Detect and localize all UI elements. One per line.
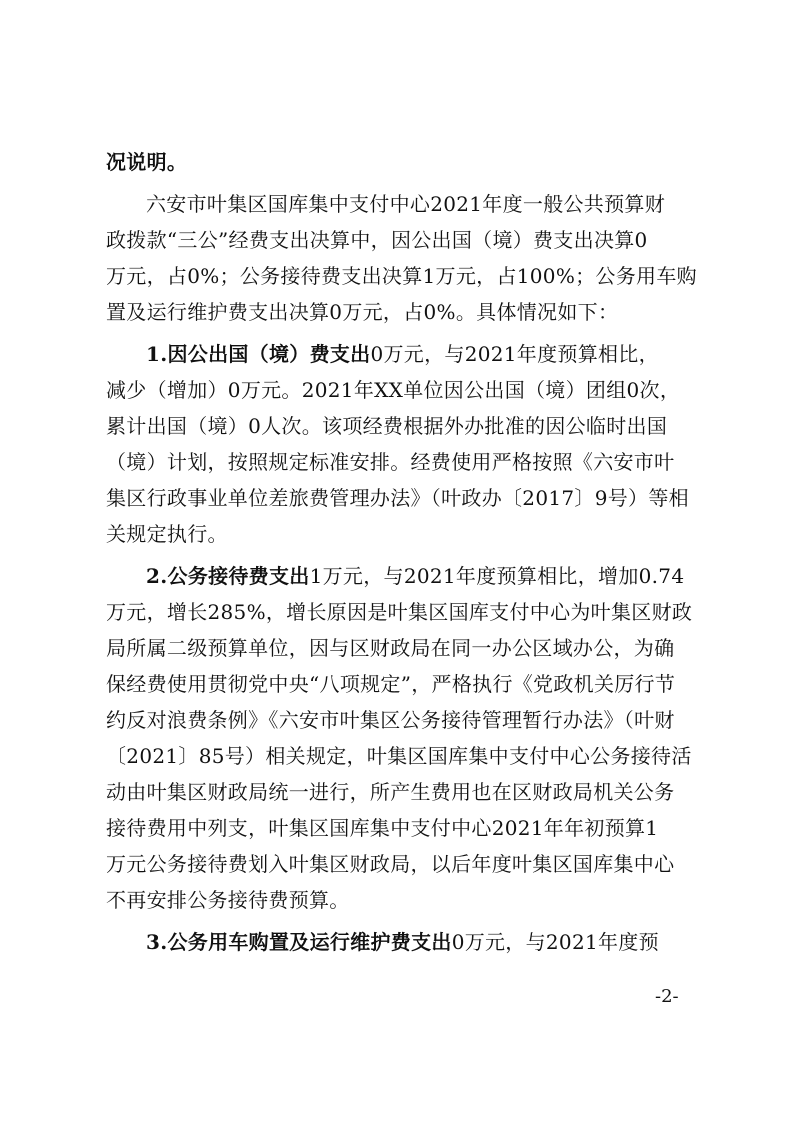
section-2-text: 1万元，与2021年度预算相比，增加0.74 [309, 564, 685, 588]
text-line: 〔2021〕85号）相关规定，叶集区国库集中支付中心公务接待活 [106, 744, 692, 768]
text-line: 减少（增加）0万元。2021年XX单位因公出国（境）团组0次， [106, 378, 681, 402]
text-line: 万元，增长285%，增长原因是叶集区国库支付中心为叶集区财政 [106, 600, 693, 624]
text-line: 约反对浪费条例》《六安市叶集区公务接待管理暂行办法》（叶财 [106, 708, 675, 732]
section-3-first-line [146, 928, 696, 956]
section-2-first-line [146, 562, 696, 590]
section-2-heading: 2.公务接待费支出 [146, 564, 310, 588]
section-1-heading: 1.因公出国（境）费支出 [146, 342, 371, 366]
text-line: 不再安排公务接待费预算。 [106, 888, 350, 912]
text-line: 况说明。 [106, 150, 188, 174]
section-3-text: 0万元，与2021年度预 [451, 930, 659, 954]
text-line: （境）计划，按照规定标准安排。经费使用严格按照《六安市叶 [106, 450, 675, 474]
text-line: 万元，占0%；公务接待费支出决算1万元，占100%；公务用车购 [106, 264, 697, 288]
text-line: 六安市叶集区国库集中支付中心2021年度一般公共预算财 [146, 192, 665, 216]
text-line: 政拨款“三公”经费支出决算中，因公出国（境）费支出决算0 [106, 228, 648, 252]
text-line: 保经费使用贯彻党中央“八项规定”，严格执行《党政机关厉行节 [106, 672, 676, 696]
text-line: 累计出国（境）0人次。该项经费根据外办批准的因公临时出国 [106, 414, 668, 438]
page-number: -2- [655, 986, 679, 1007]
section-1-first-line [146, 340, 696, 368]
text-line: 动由叶集区财政局统一进行，所产生费用也在区财政局机关公务 [106, 780, 675, 804]
text-line: 置及运行维护费支出决算0万元，占0%。具体情况如下： [106, 300, 619, 324]
text-line: 集区行政事业单位差旅费管理办法》（叶政办〔2017〕9号）等相 [106, 486, 689, 510]
text-line: 关规定执行。 [106, 522, 228, 546]
section-1-text: 0万元，与2021年度预算相比， [370, 342, 659, 366]
text-line: 局所属二级预算单位，因与区财政局在同一办公区域办公，为确 [106, 636, 675, 660]
text-line: 接待费用中列支，叶集区国库集中支付中心2021年年初预算1 [106, 816, 659, 840]
section-3-heading: 3.公务用车购置及运行维护费支出 [146, 930, 452, 954]
text-line: 万元公务接待费划入叶集区财政局，以后年度叶集区国库集中心 [106, 852, 675, 876]
